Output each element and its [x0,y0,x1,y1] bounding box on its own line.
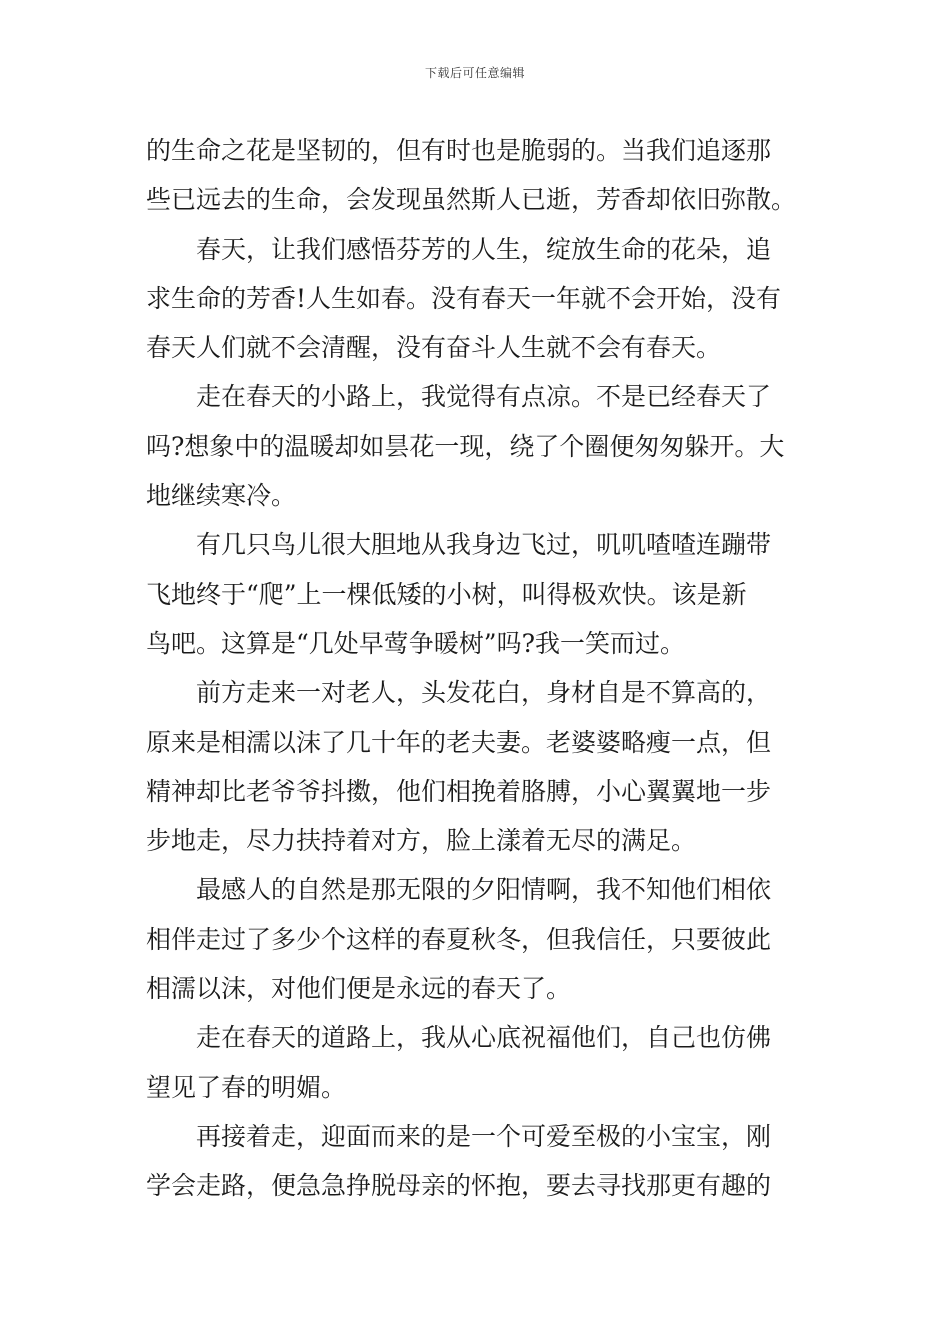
text-line: 地继续寒冷。 [146,481,297,511]
text-line: 相伴走过了多少个这样的春夏秋冬，但我信任，只要彼此 [146,924,772,954]
text-line: 鸟吧。这算是“几处早莺争暖树”吗?我一笑而过。 [146,628,685,658]
text-line: 春天人们就不会清醒，没有奋斗人生就不会有春天。 [146,333,722,363]
text-line: 精神却比老爷爷抖擞，他们相挽着胳膊，小心翼翼地一步 [146,776,772,806]
text-line: 再接着走，迎面而来的是一个可爱至极的小宝宝，刚 [196,1121,772,1151]
text-line: 些已远去的生命，会发现虽然斯人已逝，芳香却依旧弥散。 [146,185,797,215]
text-line: 飞地终于“爬”上一棵低矮的小树，叫得极欢快。该是新 [146,579,747,609]
text-line: 吗?想象中的温暖却如昙花一现，绕了个圈便匆匆躲开。大 [146,431,785,461]
text-line: 的生命之花是坚韧的，但有时也是脆弱的。当我们追逐那 [146,136,772,165]
text-line: 春天，让我们感悟芬芳的人生，绽放生命的花朵，追 [196,234,772,264]
text-line: 走在春天的小路上，我觉得有点凉。不是已经春天了 [196,382,772,412]
text-line: 前方走来一对老人，头发花白，身材自是不算高的， [196,678,772,708]
text-line: 步地走，尽力扶持着对方，脸上漾着无尽的满足。 [146,826,697,856]
text-line: 学会走路，便急急挣脱母亲的怀抱，要去寻找那更有趣的 [146,1171,772,1201]
text-line: 有几只鸟儿很大胆地从我身边飞过，叽叽喳喳连蹦带 [196,530,772,560]
body-text [146,126,810,1211]
text-line: 相濡以沫，对他们便是永远的春天了。 [146,974,572,1004]
page-header: 下载后可任意编辑 [424,66,525,80]
text-line: 望见了春的明媚。 [146,1072,347,1102]
text-line: 求生命的芳香!人生如春。没有春天一年就不会开始，没有 [146,283,782,313]
text-line: 走在春天的道路上，我从心底祝福他们，自己也仿佛 [196,1023,772,1053]
text-line: 最感人的自然是那无限的夕阳情啊，我不知他们相依 [196,875,772,905]
text-line: 原来是相濡以沫了几十年的老夫妻。老婆婆略瘦一点，但 [146,727,772,757]
